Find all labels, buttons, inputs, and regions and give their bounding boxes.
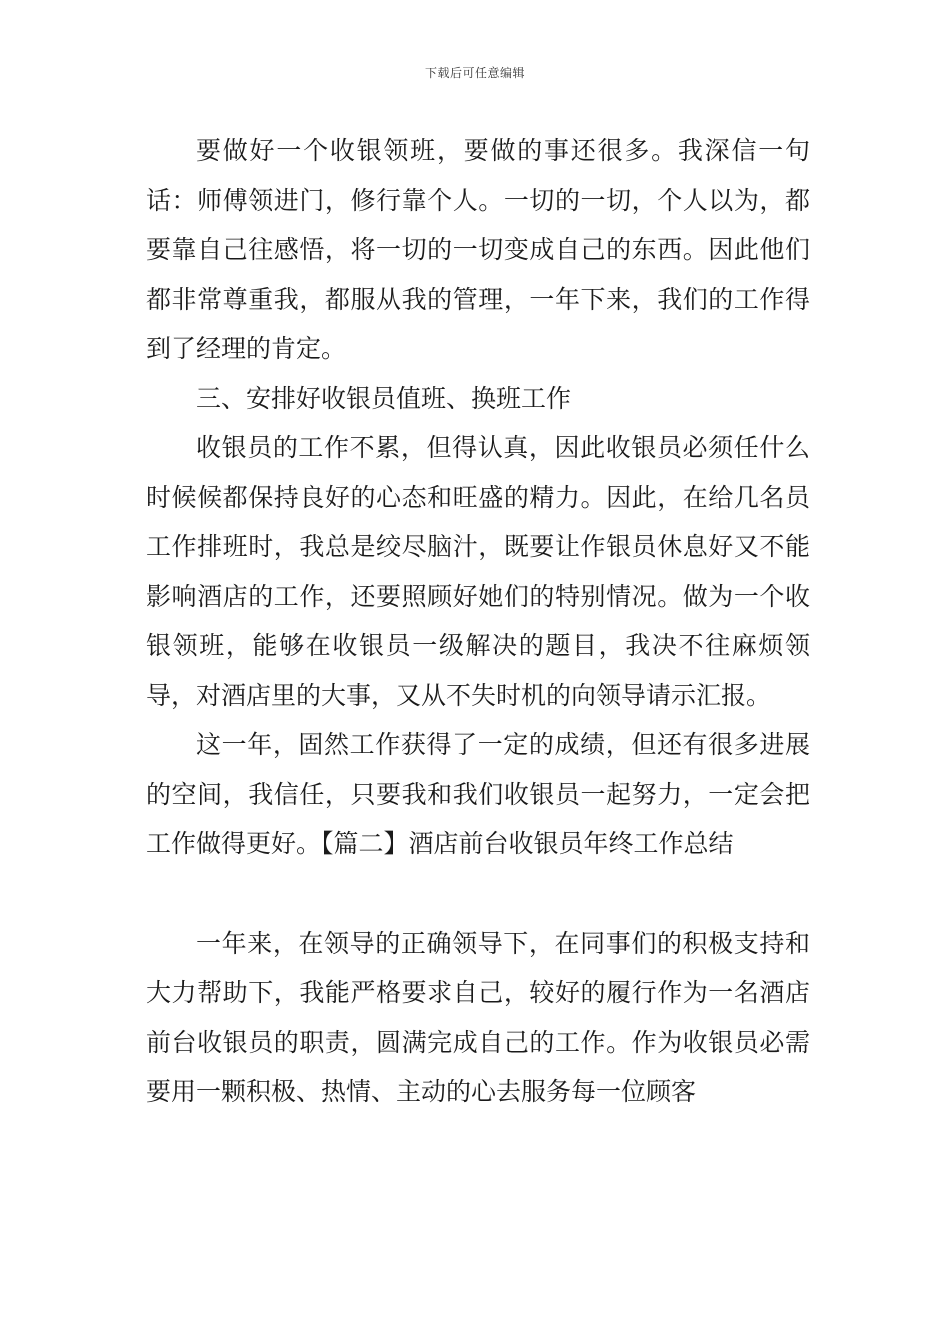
paragraph-2: 收银员的工作不累，但得认真，因此收银员必须任什么时候候都保持良好的心态和旺盛的精力。因此，在给几名员工作排班时，我总是绞尽脑汁，既要让作银员休息好又不能影响酒店的工作，还要照顾好她们的特别情况。做为一个收银领班，能够在收银员一级解决的题目，我决不往麻烦领导，对酒店里的大事，又从不失时机的向领导请示汇报。 — [146, 433, 810, 710]
page-header: 下载后可任意编辑 — [424, 66, 525, 80]
document-body — [146, 126, 810, 1117]
paragraph-3: 这一年，固然工作获得了一定的成绩，但还有很多进展的空间，我信任，只要我和我们收银员一起努力，一定会把工作做得更好。【篇二】酒店前台收银员年终工作总结 — [146, 730, 810, 858]
section-heading: 三、安排好收银员值班、换班工作 — [196, 383, 572, 413]
paragraph-4: 一年来，在领导的正确领导下，在同事们的积极支持和大力帮助下，我能严格要求自己，较好的履行作为一名酒店前台收银员的职责，圆满完成自己的工作。作为收银员必需要用一颗积极、热情、主动的心去服务每一位顾客 — [146, 928, 810, 1106]
blank-line — [146, 869, 810, 919]
paragraph-1: 要做好一个收银领班，要做的事还很多。我深信一句话：师傅领进门，修行靠个人。一切的一切，个人以为，都要靠自己往感悟，将一切的一切变成自己的东西。因此他们都非常尊重我，都服从我的管理，一年下来，我们的工作得到了经理的肯定。 — [146, 136, 810, 363]
